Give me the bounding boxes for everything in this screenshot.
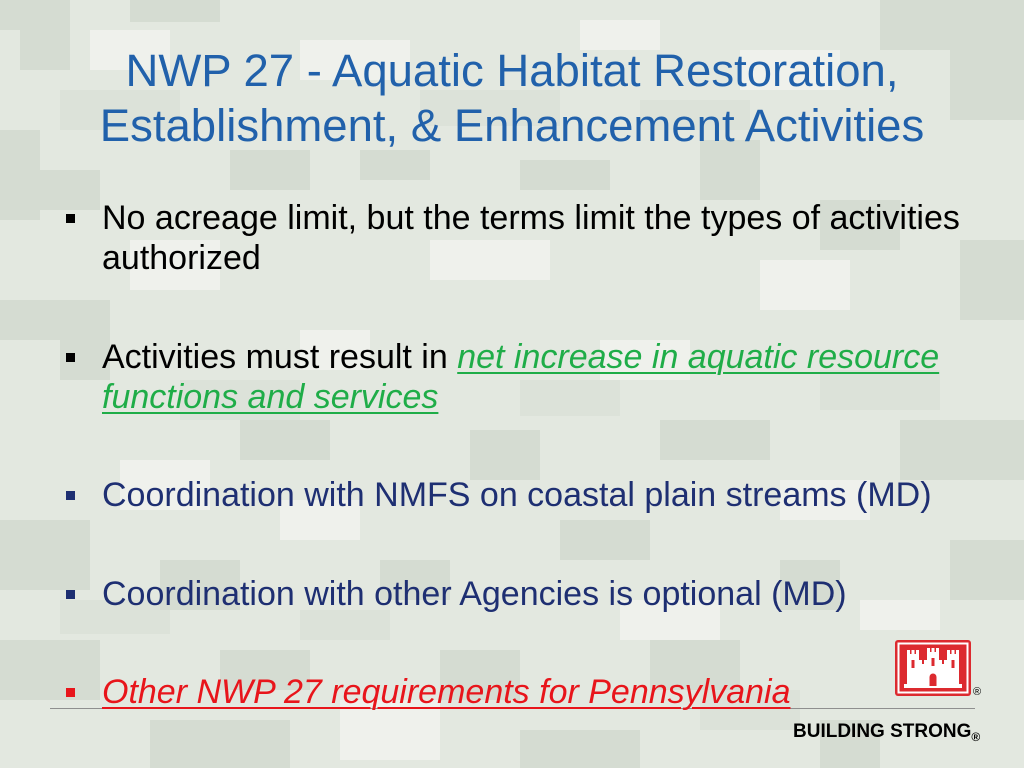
bullet-text: Activities must result in <box>102 337 458 376</box>
bullet-list <box>102 198 982 768</box>
bullet-item-pennsylvania <box>102 672 982 712</box>
bullet-item-agencies-coordination <box>102 574 982 614</box>
square-bullet-icon <box>66 491 75 500</box>
net-increase-link[interactable]: net increase in aquatic resource functions and services <box>102 337 940 416</box>
bullet-item-net-increase <box>102 337 982 417</box>
bullet-text: Coordination with other Agencies is optional (MD) <box>102 574 847 613</box>
castle-logo-icon <box>895 640 971 696</box>
square-bullet-icon <box>66 214 75 223</box>
square-bullet-icon <box>66 353 75 362</box>
pennsylvania-requirements-link[interactable]: Other NWP 27 requirements for Pennsylvania <box>102 673 791 711</box>
bullet-item-acreage <box>102 198 982 278</box>
square-bullet-icon <box>66 590 75 599</box>
bullet-item-nmfs-coordination <box>102 475 982 515</box>
bullet-text: No acreage limit, but the terms limit the types of activities authorized <box>102 199 960 277</box>
tagline-text: BUILDING STRONG <box>793 721 972 742</box>
title-line-2: Establishment, & Enhancement Activities <box>99 100 925 151</box>
bullet-text: Coordination with NMFS on coastal plain streams (MD) <box>102 476 932 514</box>
logo-registered-mark: ® <box>973 686 982 698</box>
title-line-1: NWP 27 - Aquatic Habitat Restoration, <box>125 45 899 96</box>
slide-title <box>0 43 1024 153</box>
tagline-registered-mark: ® <box>971 730 981 744</box>
square-bullet-icon <box>66 688 75 697</box>
building-strong-tagline <box>793 721 980 748</box>
